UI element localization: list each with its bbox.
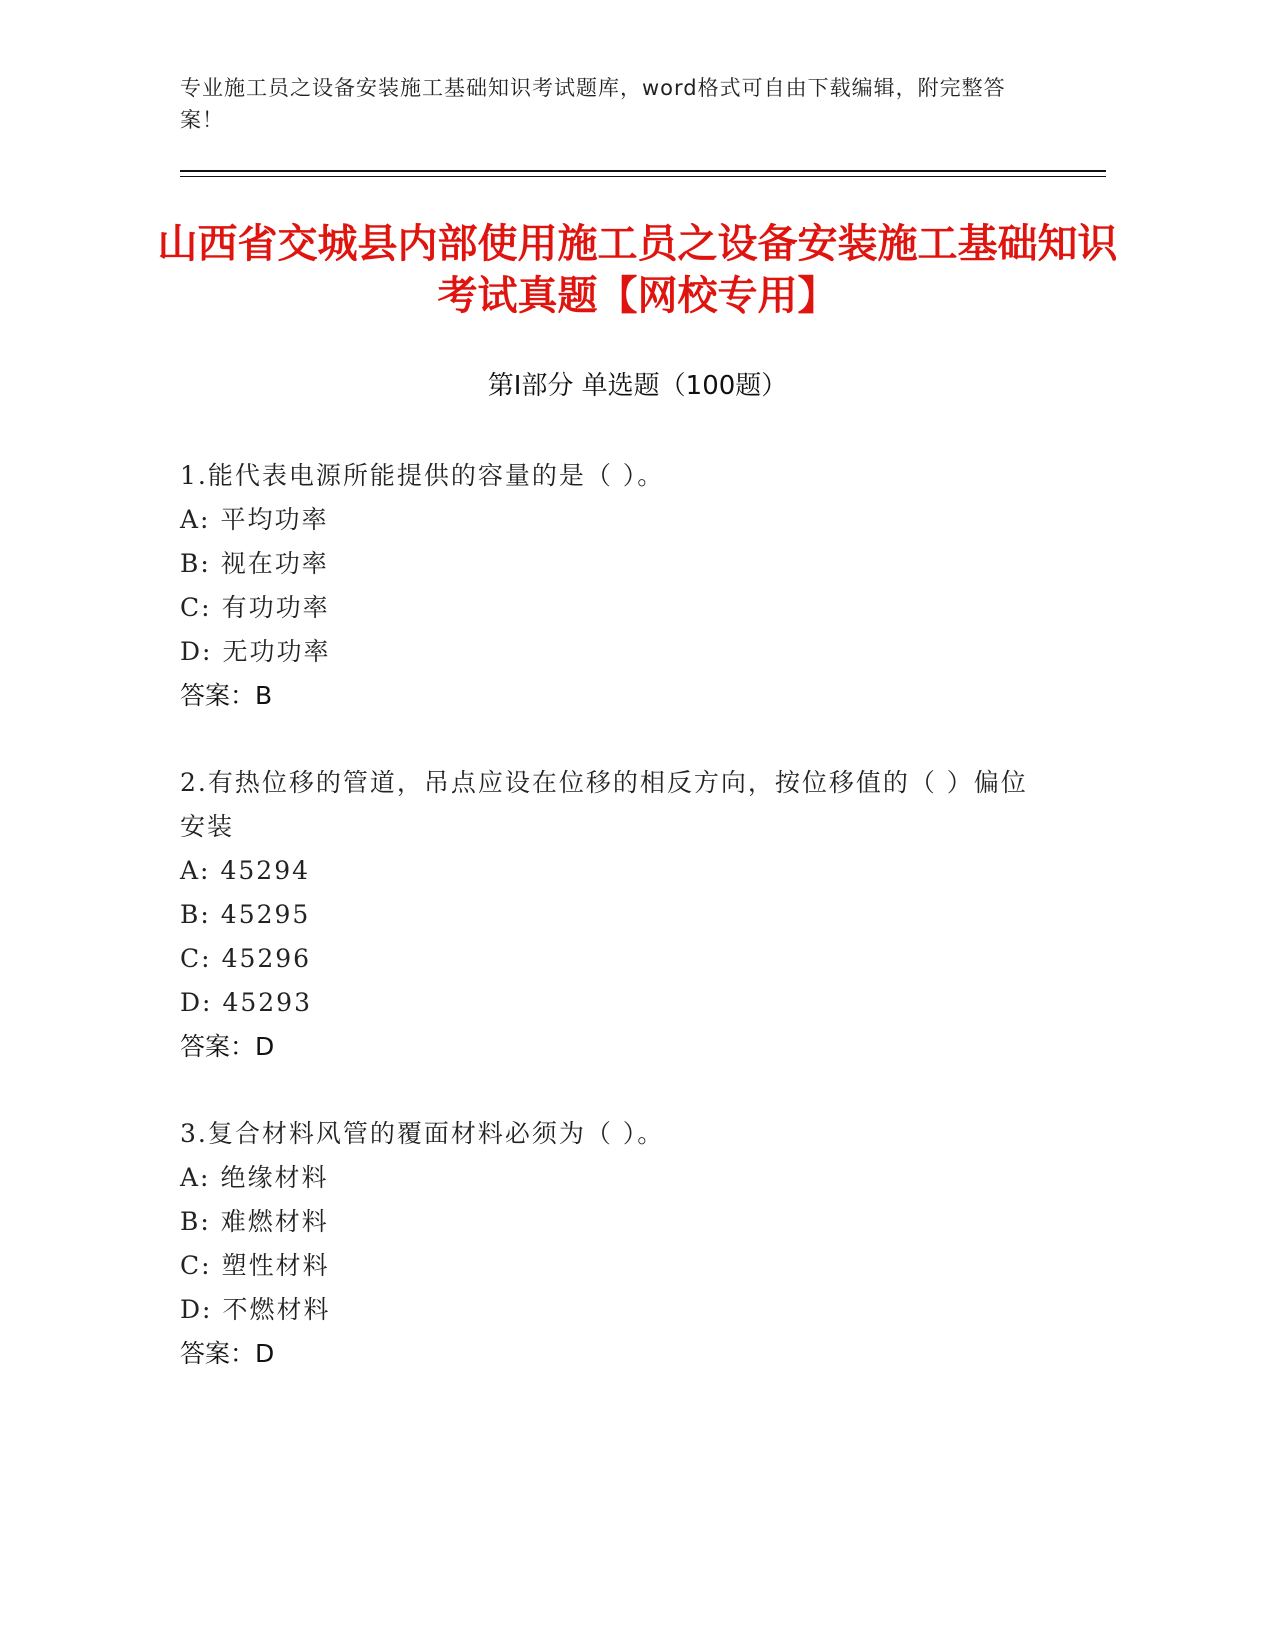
question-option-d: [180, 1288, 1040, 1332]
option-key: A:: [180, 505, 211, 534]
option-text: 塑性材料: [221, 1251, 330, 1280]
question-answer: 答案：D: [180, 1032, 275, 1061]
question-list: [180, 454, 1040, 1419]
question-option-b: [180, 542, 1040, 586]
question-stem: 2.有热位移的管道，吊点应设在位移的相反方向，按位移值的（ ）偏位安装: [180, 768, 1028, 841]
question-option-b: [180, 893, 1040, 937]
header-divider-thin: [180, 176, 1106, 177]
option-text: 45294: [220, 856, 311, 885]
question-option-c: [180, 1244, 1040, 1288]
option-key: B:: [180, 900, 211, 929]
question-option-c: [180, 586, 1040, 630]
question-option-a: [180, 498, 1040, 542]
question-option-a: [180, 849, 1040, 893]
header-divider-thick: [180, 170, 1106, 172]
option-text: 有功功率: [221, 593, 330, 622]
option-key: D:: [180, 637, 213, 666]
option-text: 绝缘材料: [220, 1163, 329, 1192]
option-key: D:: [180, 988, 213, 1017]
option-key: B:: [180, 549, 211, 578]
option-text: 无功功率: [222, 637, 331, 666]
section-title: 第I部分 单选题（100题）: [487, 371, 788, 401]
question-stem: 1.能代表电源所能提供的容量的是（ ）。: [180, 461, 665, 490]
option-text: 45296: [221, 944, 312, 973]
question-option-b: [180, 1200, 1040, 1244]
question-answer: 答案：D: [180, 1339, 275, 1368]
question-option-d: [180, 630, 1040, 674]
question-3: [180, 1112, 1040, 1376]
option-key: A:: [180, 1163, 211, 1192]
question-option-d: [180, 981, 1040, 1025]
question-answer: 答案：B: [180, 681, 273, 710]
option-text: 45293: [222, 988, 312, 1017]
question-option-c: [180, 937, 1040, 981]
option-key: B:: [180, 1207, 211, 1236]
option-key: C:: [180, 1251, 212, 1280]
question-stem: 3.复合材料风管的覆面材料必须为（ ）。: [180, 1119, 665, 1148]
option-text: 不燃材料: [222, 1295, 331, 1324]
option-text: 45295: [220, 900, 311, 929]
document-title: 山西省交城县内部使用施工员之设备安装施工基础知识考试真题【网校专用】: [157, 221, 1118, 319]
option-text: 视在功率: [220, 549, 329, 578]
option-key: C:: [180, 593, 212, 622]
option-key: D:: [180, 1295, 213, 1324]
header-note: 专业施工员之设备安装施工基础知识考试题库，word格式可自由下载编辑，附完整答案！: [180, 76, 1006, 132]
option-text: 平均功率: [220, 505, 329, 534]
option-key: C:: [180, 944, 212, 973]
question-2: [180, 761, 1040, 1069]
question-option-a: [180, 1156, 1040, 1200]
option-key: A:: [180, 856, 211, 885]
question-1: [180, 454, 1040, 718]
option-text: 难燃材料: [220, 1207, 329, 1236]
